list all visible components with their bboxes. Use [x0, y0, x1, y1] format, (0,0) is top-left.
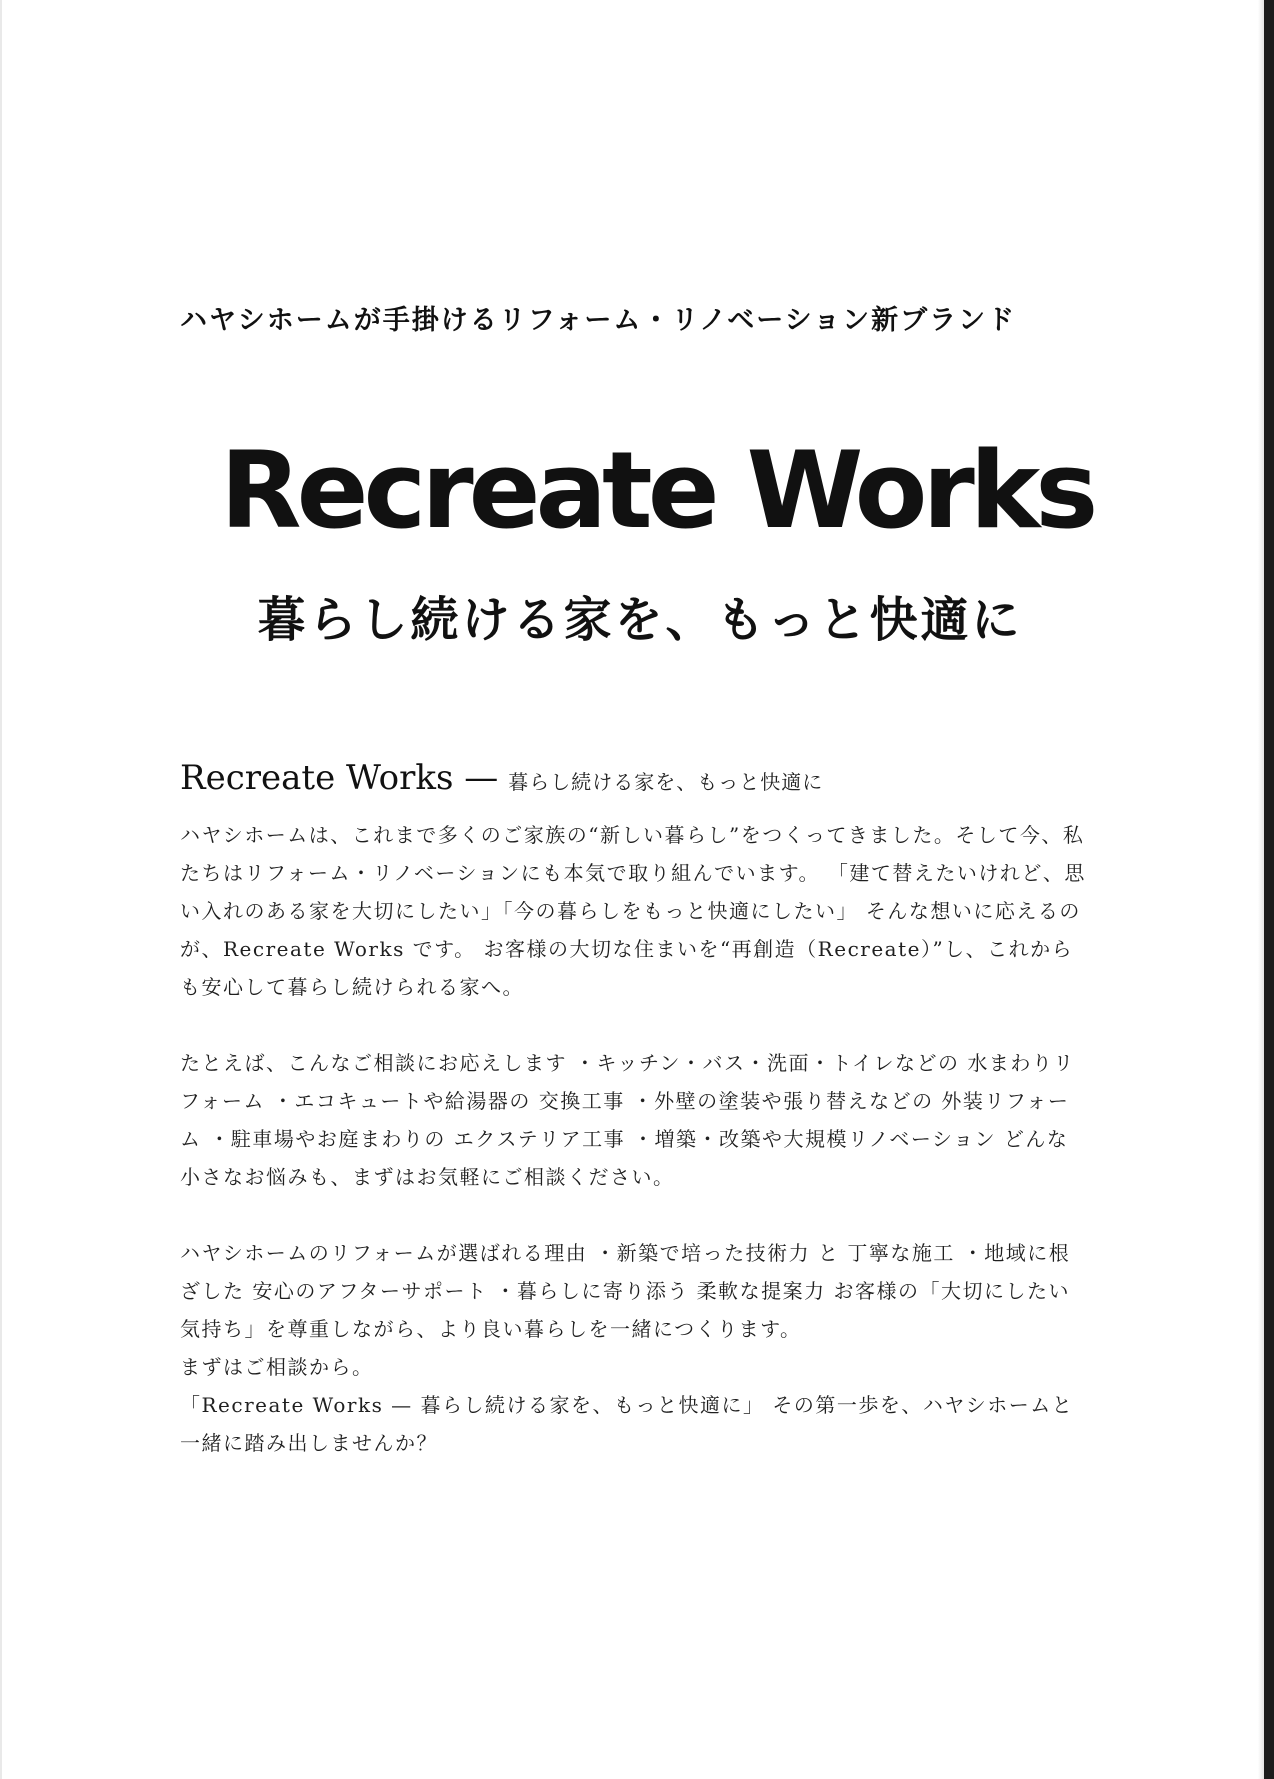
- tagline: ハヤシホームが手掛けるリフォーム・リノベーション新ブランド: [180, 305, 1017, 336]
- brand-logo-wordmark: Recreate Works: [220, 429, 1094, 552]
- paragraph-services: たとえば、こんなご相談にお応えします ・キッチン・バス・洗面・トイレなどの 水まわりリフォーム ・エコキュートや給湯器の 交換工事 ・外壁の塗装や張り替えなどの 外装リフォーム ・駐車場やお庭まわりの エクステリア工事 ・増築・改築や大規模リノベーション どんな小さなお悩みも、まずはお気軽にご相談ください。: [180, 1051, 1075, 1189]
- section-heading-sub: 暮らし続ける家を、もっと快適に: [508, 770, 824, 794]
- section-heading: [180, 758, 1086, 799]
- paragraph-intro: ハヤシホームは、これまで多くのご家族の“新しい暮らし”をつくってきました。そして今、私たちはリフォーム・リノベーションにも本気で取り組んでいます。 「建て替えたいけれど、思い入れのある家を大切にしたい」「今の暮らしをもっと快適にしたい」 そんな想いに応えるのが、Recreate Works です。 お客様の大切な住まいを“再創造（Recreate）”し、これからも安心して暮らし続けられる家へ。: [180, 823, 1086, 999]
- paragraph-closing: 「Recreate Works — 暮らし続ける家を、もっと快適に」 その第一歩を、ハヤシホームと一緒に踏み出しませんか？: [180, 1393, 1074, 1455]
- section-heading-main: Recreate Works —: [180, 758, 499, 798]
- body-text: [180, 816, 1086, 1462]
- page-edge-right: [1264, 0, 1274, 1779]
- paragraph-gap: [180, 1196, 1086, 1234]
- paragraph-gap: [180, 1006, 1086, 1044]
- brand-slogan: 暮らし続ける家を、もっと快適に: [257, 592, 1023, 648]
- paragraph-reasons: ハヤシホームのリフォームが選ばれる理由 ・新築で培った技術力 と 丁寧な施工 ・地域に根ざした 安心のアフターサポート ・暮らしに寄り添う 柔軟な提案力 お客様の「大切にしたい気持ち」を尊重しながら、より良い暮らしを一緒につくります。: [180, 1241, 1071, 1341]
- page-edge-left: [0, 0, 2, 1779]
- paragraph-consult: まずはご相談から。: [180, 1355, 374, 1379]
